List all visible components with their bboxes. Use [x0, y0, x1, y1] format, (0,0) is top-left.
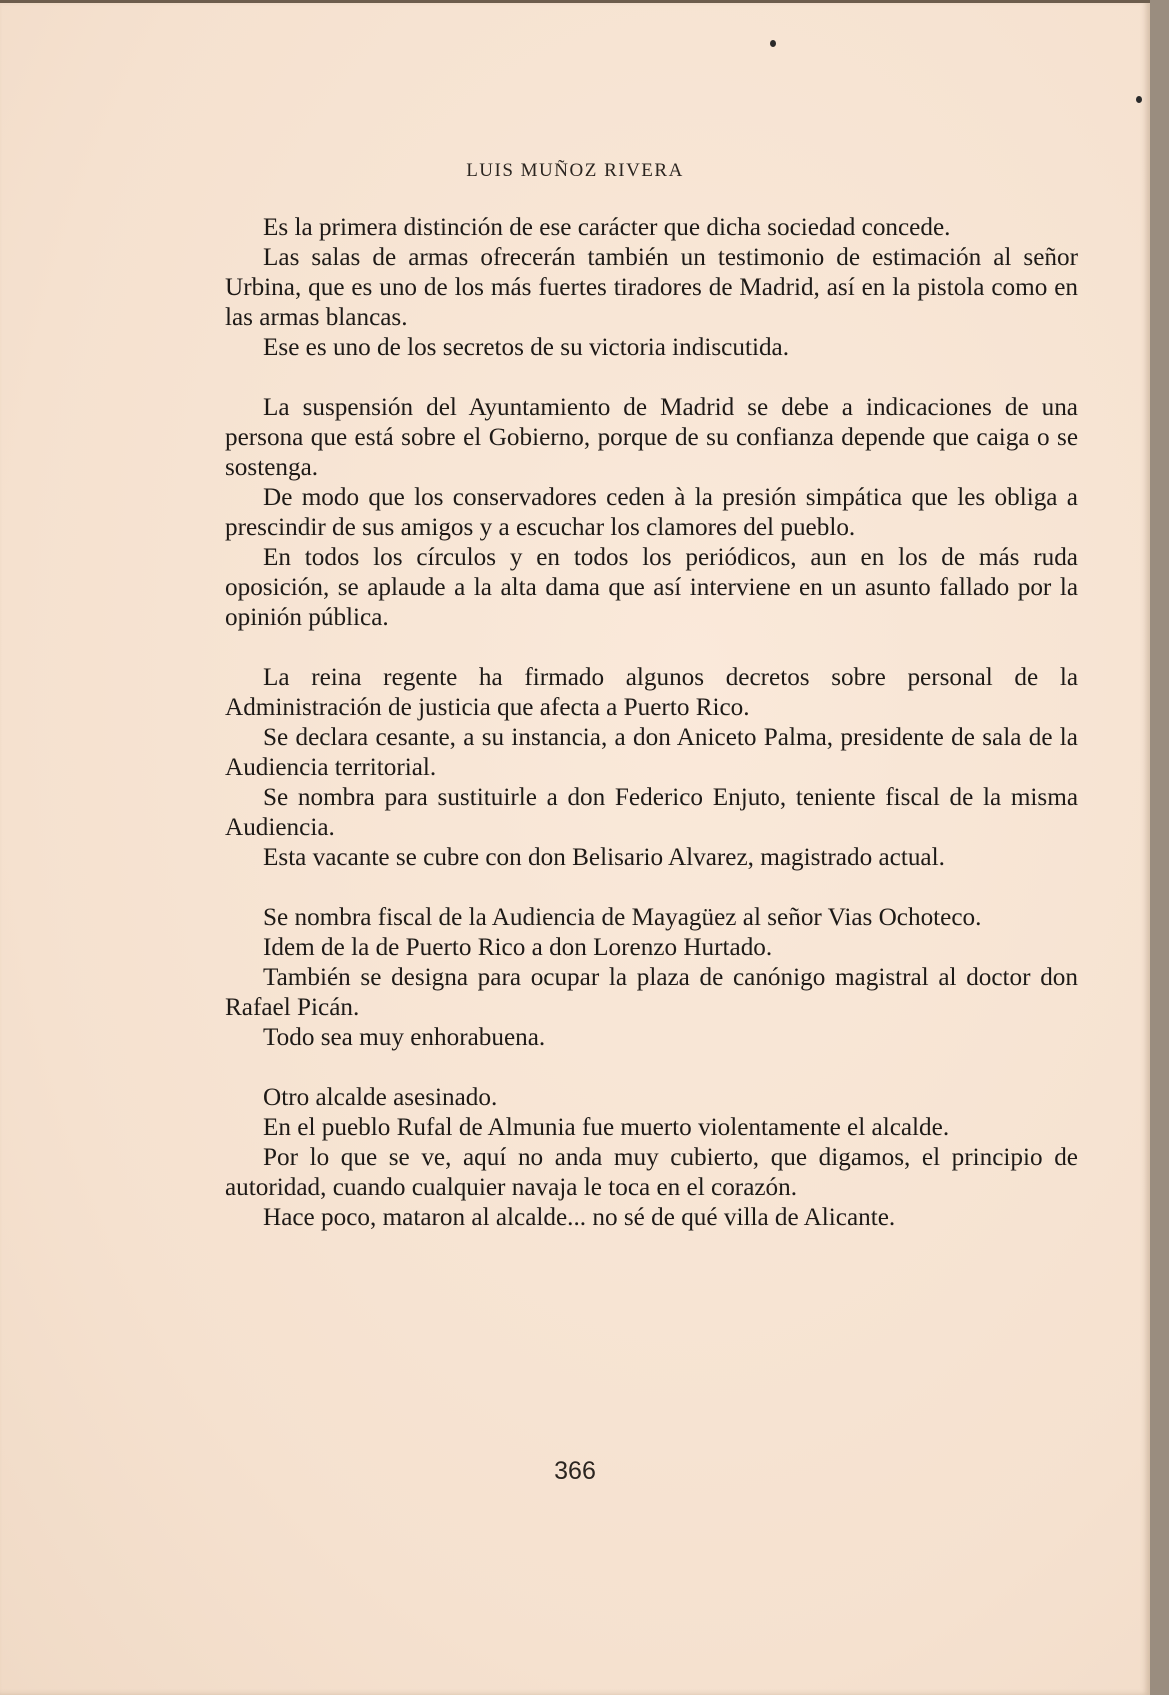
paragraph: Se nombra fiscal de la Audiencia de Mayagüez al señor Vias Ochoteco. — [263, 904, 982, 931]
paragraph: Es la primera distinción de ese carácter que dicha sociedad concede. — [263, 214, 951, 241]
paragraph: Por lo que se ve, aquí no anda muy cubierto, que digamos, el principio de autoridad, cuando cualquier navaja le toca en el corazón. — [225, 1144, 1078, 1201]
top-edge — [0, 0, 1150, 3]
paragraph: Esta vacante se cubre con don Belisario Alvarez, magistrado actual. — [263, 844, 945, 871]
text-section — [225, 1083, 1078, 1233]
ink-speck — [1136, 96, 1142, 103]
paragraph: En el pueblo Rufal de Almunia fue muerto violentamente el alcalde. — [263, 1114, 950, 1141]
paragraph: Las salas de armas ofrecerán también un testimonio de estimación al señor Urbina, que es uno de los más fuertes tiradores de Madrid, así en la pistola como en las armas blancas. — [225, 244, 1078, 331]
paragraph: La reina regente ha firmado algunos decretos sobre personal de la Administración de justicia que afecta a Puerto Rico. — [225, 664, 1078, 721]
text-section — [225, 903, 1078, 1053]
text-section — [225, 213, 1078, 363]
paragraph: Se nombra para sustituirle a don Federico Enjuto, teniente fiscal de la misma Audiencia. — [225, 784, 1078, 841]
running-header: LUIS MUÑOZ RIVERA — [466, 160, 684, 181]
text-section — [225, 663, 1078, 873]
paragraph: La suspensión del Ayuntamiento de Madrid se debe a indicaciones de una persona que está sobre el Gobierno, porque de su confianza depende que caiga o se sostenga. — [225, 394, 1078, 481]
page-edge-shadow — [1150, 0, 1169, 1695]
text-section — [225, 393, 1078, 633]
paragraph: Hace poco, mataron al alcalde... no sé de qué villa de Alicante. — [263, 1204, 896, 1231]
paragraph: De modo que los conservadores ceden à la presión simpática que les obliga a prescindir de sus amigos y a escuchar los clamores del pueblo. — [225, 484, 1078, 541]
ink-speck — [770, 40, 776, 47]
paragraph: Ese es uno de los secretos de su victoria indiscutida. — [263, 334, 790, 361]
paragraph: Se declara cesante, a su instancia, a don Aniceto Palma, presidente de sala de la Audiencia territorial. — [225, 724, 1078, 781]
paragraph: Idem de la de Puerto Rico a don Lorenzo Hurtado. — [263, 934, 773, 961]
paragraph: En todos los círculos y en todos los periódicos, aun en los de más ruda oposición, se aplaude a la alta dama que así interviene en un asunto fallado por la opinión pública. — [225, 544, 1078, 631]
paragraph: También se designa para ocupar la plaza de canónigo magistral al doctor don Rafael Picán. — [225, 964, 1078, 1021]
paragraph: Otro alcalde asesinado. — [263, 1084, 498, 1111]
body-text — [225, 213, 1078, 1233]
page-number: 366 — [554, 1457, 596, 1485]
paragraph: Todo sea muy enhorabuena. — [263, 1024, 546, 1051]
